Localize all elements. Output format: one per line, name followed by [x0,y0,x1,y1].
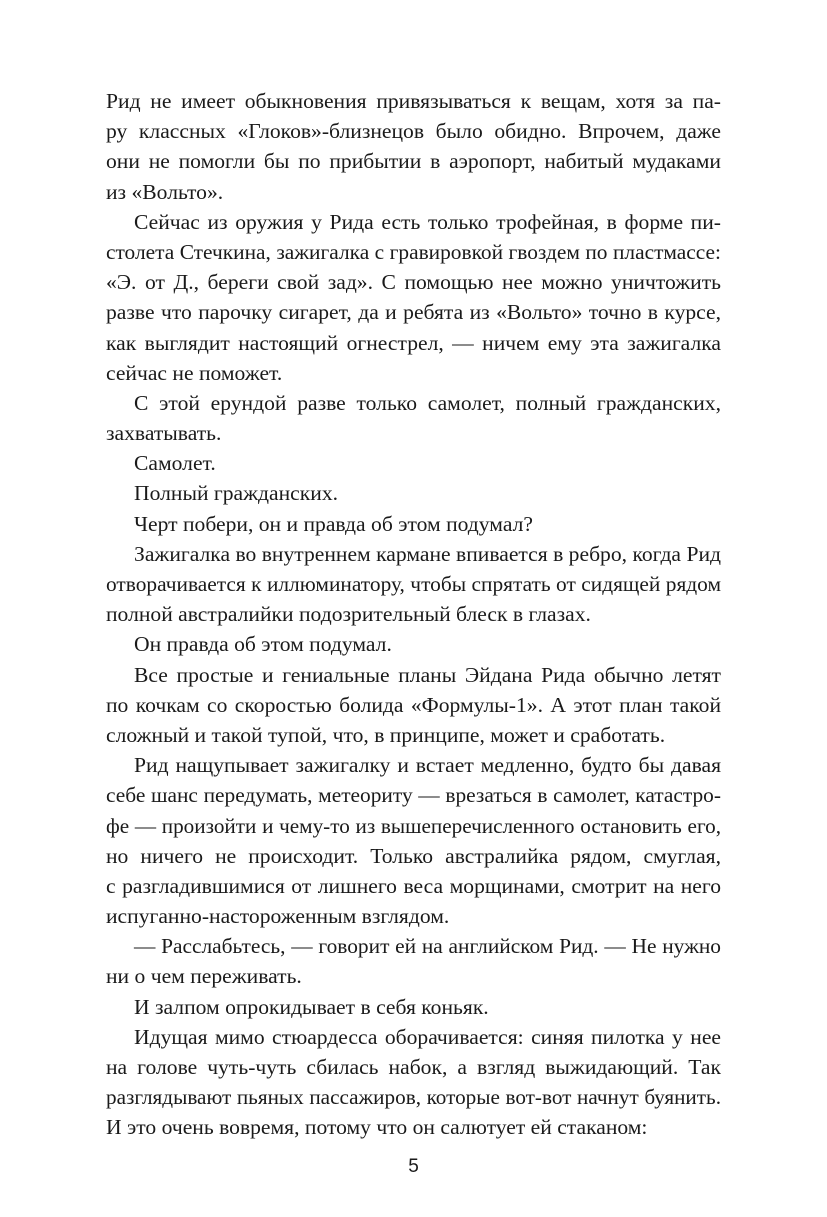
text-line: но ничего не происходит. Только австралийка рядом, смуглая, [106,843,721,868]
text-line: Он правда об этом подумал. [134,632,392,657]
text-line: они не помогли бы по прибытии в аэропорт, набитый мудаками [106,149,721,174]
text-line: — Расслабьтесь, — говорит ей на английском Рид. — Не нужно [134,934,721,959]
text-line: с разгладившимися от лишнего веса морщинами, смотрит на него [106,873,721,898]
text-line: Самолет. [134,451,216,476]
text-line: С этой ерундой разве только самолет, полный гражданских, [134,390,721,415]
text-line: по кочкам со скоростью болида «Формулы-1». А этот план такой [106,692,721,717]
text-line: испуганно-настороженным взглядом. [106,904,450,929]
text-line: отворачивается к иллюминатору, чтобы спрятать от сидящей рядом [106,572,721,596]
text-line: И залпом опрокидывает в себя коньяк. [134,994,489,1019]
page-number: 5 [408,1156,419,1177]
text-line: Зажигалка во внутреннем кармане впивается в ребро, когда Рид [134,541,721,566]
text-line: разве что парочку сигарет, да и ребята из «Вольто» точно в курсе, [106,300,721,325]
text-line: полной австралийки подозрительный блеск в глазах. [106,602,591,627]
text-line: Рид не имеет обыкновения привязываться к вещам, хотя за па- [106,89,721,113]
text-line: из «Вольто». [106,179,224,204]
text-line: Идущая мимо стюардесса оборачивается: синяя пилотка у нее [134,1024,721,1049]
text-line: ни о чем переживать. [106,964,302,989]
text-line: Черт побери, он и правда об этом подумал? [134,511,533,536]
text-line: Все простые и гениальные планы Эйдана Рида обычно летят [134,662,721,687]
text-line: столета Стечкина, зажигалка с гравировкой гвоздем по пластмассе: [106,239,721,264]
text-line: фе — произойти и чему-то из вышеперечисленного остановить его, [106,813,721,838]
text-line: Сейчас из оружия у Рида есть только трофейная, в форме пи- [134,209,721,234]
text-line: сложный и такой тупой, что, в принципе, может и сработать. [106,722,666,747]
text-line: «Э. от Д., береги свой зад». С помощью нее можно уничтожить [106,270,721,295]
text-line: себе шанс передумать, метеориту — врезаться в самолет, катастро- [106,783,721,808]
text-line: Рид нащупывает зажигалку и встает медленно, будто бы давая [134,753,721,778]
text-line: как выглядит настоящий огнестрел, — ничем ему эта зажигалка [106,330,721,355]
text-line: на голове чуть-чуть сбилась набок, а взгляд выжидающий. Так [106,1055,721,1079]
text-line: захватывать. [106,421,222,446]
text-line: разглядывают пьяных пассажиров, которые вот-вот начнут буянить. [106,1085,721,1110]
text-line: сейчас не поможет. [106,360,283,385]
text-line: ру классных «Глоков»-близнецов было обидно. Впрочем, даже [106,119,721,144]
text-line: И это очень вовремя, потому что он салютует ей стаканом: [106,1115,648,1140]
text-line: Полный гражданских. [134,481,339,506]
body-text [106,86,721,1143]
